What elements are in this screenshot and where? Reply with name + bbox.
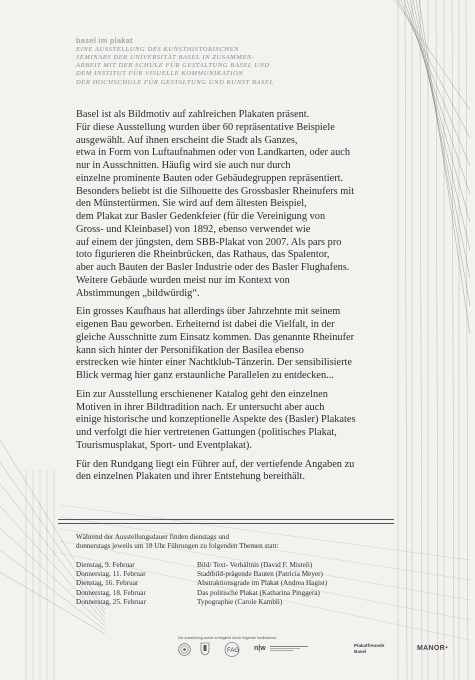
body-line: kann sich hinter der Personifikation der Basilea ebenso xyxy=(76,344,304,356)
body-line: einzelne prominente Bauten oder Gebäudegruppen repräsentiert. xyxy=(76,172,344,184)
plakatfreunde-name: Plakatfreunde xyxy=(354,643,385,648)
header-line: SEMINARS DER UNIVERSITÄT BASEL IN ZUSAMMEN- xyxy=(76,53,255,61)
body-line: Für den Rundgang liegt ein Führer auf, der vertiefende Angaben zu xyxy=(76,458,355,470)
body-line: toto figurieren die Rheinbrücken, das Rathaus, das Spalentor, xyxy=(76,249,330,261)
body-line: Weitere Gebäude wurden meist nur im Kontext von xyxy=(76,274,290,286)
schedule-date: Dienstag, 9. Februar xyxy=(76,561,135,569)
body-line: Für diese Ausstellung wurden über 60 repräsentative Beispiele xyxy=(76,121,335,133)
body-line: einige historische und konzeptionelle Aspekte des (Basler) Plakates xyxy=(76,414,356,426)
schedule-topic: Abstraktionsgrade im Plakat (Andrea Hagist) xyxy=(197,579,328,588)
schedule-topic: Das politische Plakat (Katharina Pinggera) xyxy=(197,588,320,597)
body-line: etwa in Form von Luftaufnahmen oder von Landkarten, oder auch xyxy=(76,147,351,159)
schedule-topic: Typographie (Carole Kambli) xyxy=(197,597,283,606)
body-line: den einzelnen Plakaten und ihrer Entstehung bereithält. xyxy=(76,471,305,483)
schedule-topic: Stadtbild-prägende Bauten (Patricia Meyer) xyxy=(197,570,323,579)
schedule-date: Donnerstag, 25. Februar xyxy=(76,597,146,606)
body-line: Abstimmungen „bildwürdig“. xyxy=(76,287,200,299)
exhibition-header xyxy=(76,37,274,87)
body-line: Gross- und Kleinbasel) von 1892, ebenso verwendet wie xyxy=(76,223,311,235)
body-line: nur in Ausschnitten. Häufig wird sie auch nur durch xyxy=(76,160,291,171)
manor-logo xyxy=(417,645,448,652)
body-line: Besonders beliebt ist die Silhouette des Grossbasler Rheinufers mit xyxy=(76,185,355,197)
body-line: Motiven in ihrer Bildtradition nach. Er untersucht aber auch xyxy=(76,401,325,413)
basel-crest-logo xyxy=(200,642,210,656)
body-line: Blick vermag hier ganz erstaunliche Parallelen zu entdecken... xyxy=(76,370,334,381)
body-line: Tourismusplakat, Sport- und Eventplakat). xyxy=(76,439,252,451)
schedule-row xyxy=(76,570,327,579)
tours-notice xyxy=(76,533,278,551)
svg-text:FAG: FAG xyxy=(227,648,240,654)
body-line: gleiche Ausschnitte zum Einsatz kommen. Das genannte Rheinufer xyxy=(76,331,355,343)
plakatfreunde-logo xyxy=(354,643,384,654)
header-line: ARBEIT MIT DER SCHULE FÜR GESTALTUNG BASEL UND xyxy=(76,62,270,70)
divider-rule xyxy=(58,519,394,520)
schedule-date: Donnerstag, 18. Februar xyxy=(76,588,146,597)
manor-wordmark: MANOR xyxy=(417,645,445,652)
tours-notice-line: Während der Ausstellungsdauer finden dienstags und xyxy=(76,533,230,541)
tour-schedule xyxy=(76,561,327,607)
schedule-topic: Bild/ Text- Verhältnis (David F. Misteli) xyxy=(197,561,313,569)
body-paragraph xyxy=(76,306,408,383)
exhibition-title: basel im plakat xyxy=(76,36,133,45)
fhnw-subtext xyxy=(270,645,308,653)
schedule-row xyxy=(76,598,327,607)
tours-notice-line: donnerstags jeweils um 18 Uhr Führungen zu folgenden Themen statt: xyxy=(76,542,279,550)
plakatfreunde-city: Basel xyxy=(354,648,367,654)
body-line: eigenen Bau geworben. Erheiternd ist dabei die Vielfalt, in der xyxy=(76,319,335,330)
body-line: den Münstertürmen. Sie wird auf dem ältesten Beispiel, xyxy=(76,198,307,210)
schedule-row xyxy=(76,579,327,588)
schedule-date: Donnerstag, 11. Februar xyxy=(76,570,146,579)
body-line: Ein zur Ausstellung erschienener Katalog geht den einzelnen xyxy=(76,388,328,400)
divider-rule xyxy=(58,523,394,524)
body-line: und verfolgt die hier vertretenen Gattungen (politisches Plakat, xyxy=(76,427,337,438)
fhnw-logo: n|w xyxy=(254,645,266,652)
header-line: EINE AUSSTELLUNG DES KUNSTHISTORISCHEN xyxy=(76,45,239,53)
body-line: auf einem der jüngsten, dem SBB-Plakat von 2007. Als pars pro xyxy=(76,236,342,248)
body-line: Ein grosses Kaufhaus hat allerdings über Jahrzehnte mit seinem xyxy=(76,306,341,318)
schedule-row xyxy=(76,589,327,598)
sponsor-logos xyxy=(176,642,466,658)
body-paragraph xyxy=(76,459,408,485)
schedule-row xyxy=(76,561,327,570)
fag-logo xyxy=(224,642,240,657)
body-line: ausgewählt. Auf ihnen erscheint die Stadt als Ganzes, xyxy=(76,134,298,146)
schedule-date: Dienstag, 16. Februar xyxy=(76,579,139,588)
body-line: dem Plakat zur Basler Gedenkfeier (für die Vereinigung von xyxy=(76,211,326,222)
exhibition-text xyxy=(76,109,408,490)
sponsor-note: Die Ausstellung wurde ermöglicht durch folgende Institutionen: xyxy=(178,636,278,640)
body-line: aber auch Bauten der Basler Industrie oder des Basler Flughafens. xyxy=(76,262,350,273)
manor-plus-icon: + xyxy=(444,645,449,651)
body-line: Basel ist als Bildmotiv auf zahlreichen Plakaten präsent. xyxy=(76,109,310,120)
body-paragraph xyxy=(76,389,408,453)
header-line: DEM INSTITUT FÜR VISUELLE KOMMUNIKATION xyxy=(76,70,244,78)
body-paragraph xyxy=(76,109,408,300)
university-seal-logo xyxy=(178,643,191,656)
body-line: erstrecken wie hinter einer Nachtklub-Tänzerin. Der sensibilisierte xyxy=(76,357,353,369)
header-line: DER HOCHSCHULE FÜR GESTALTUNG UND KUNST BASEL xyxy=(76,78,274,86)
